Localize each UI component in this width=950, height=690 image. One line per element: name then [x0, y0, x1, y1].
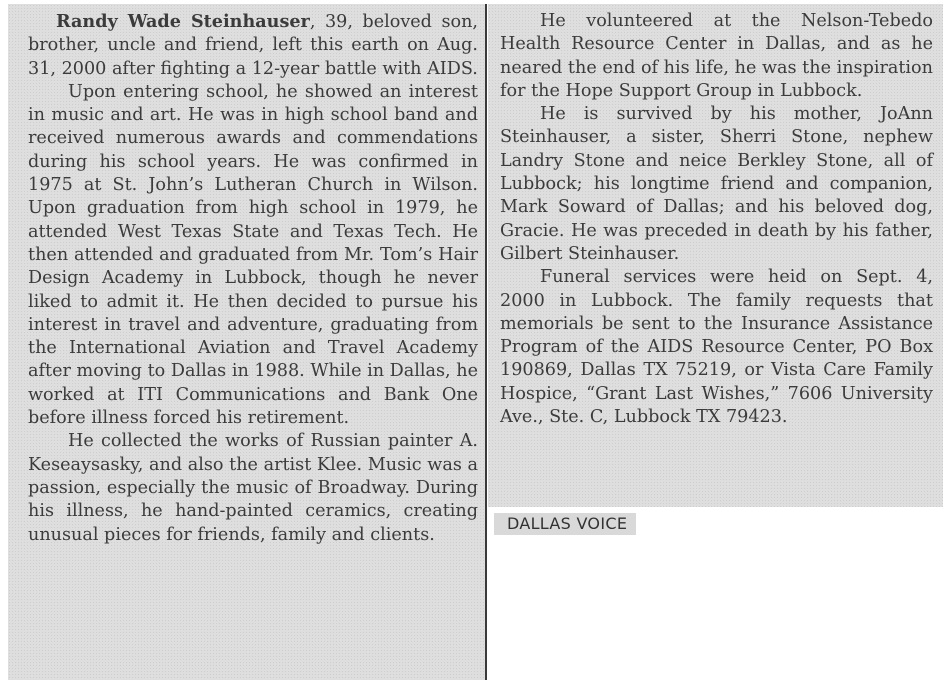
- obituary-clipping-left: [8, 4, 487, 680]
- obituary-paragraph-education: Upon entering school, he showed an interest in music and art. He was in high school band and received numerous awards and commendations during his school years. He was confirmed in 1975 at St. John’s Lutheran Church in Wilson. Upon graduation from high school in 1979, he attended West Texas State and Texas Tech. He then attended and graduated from Mr. Tom’s Hair Design Academy in Lubbock, though he never liked to admit it. He then decided to pursue his interest in travel and adventure, graduating from the International Aviation and Travel Academy after moving to Dallas in 1988. While in Dallas, he worked at ITI Communications and Bank One before illness forced his retirement.: [28, 81, 478, 429]
- obituary-paragraph-volunteer: He volunteered at the Nelson-Tebedo Health Resource Center in Dallas, and as he neared the end of his life, he was the inspiration for the Hope Support Group in Lubbock.: [500, 11, 933, 101]
- obituary-clipping-right: [488, 4, 943, 507]
- source-label: DALLAS VOICE: [494, 513, 636, 535]
- obituary-column-right: [500, 10, 933, 429]
- obituary-paragraph-interests: He collected the works of Russian painter A. Keseaysasky, and also the artist Klee. Music was a passion, especially the music of Broadway. During his illness, he hand-painted ceramics, creating unusual pieces for friends, family and clients.: [28, 431, 478, 545]
- deceased-name: Randy Wade Steinhauser: [56, 11, 310, 32]
- obituary-paragraph-survivors: He is survived by his mother, JoAnn Steinhauser, a sister, Sherri Stone, nephew Landry Stone and neice Berkley Stone, all of Lubbock; his longtime friend and companion, Mark Soward of Dallas; and his beloved dog, Gracie. He was preceded in death by his father, Gilbert Steinhauser.: [500, 104, 933, 264]
- obituary-column-left: [28, 10, 478, 547]
- obituary-paragraph-services: Funeral services were heid on Sept. 4, 2000 in Lubbock. The family requests that memorials be sent to the Insurance Assistance Program of the AIDS Resource Center, PO Box 190869, Dallas TX 75219, or Vista Care Family Hospice, “Grant Last Wishes,” 7606 University Ave., Ste. C, Lubbock TX 79423.: [500, 267, 933, 428]
- obituary-paragraph-intro: [28, 10, 478, 81]
- obituary-intro-text: , 39, beloved son, brother, uncle and friend, left this earth on Aug. 31, 2000 after fighting a 12-year battle with AIDS.: [28, 12, 479, 79]
